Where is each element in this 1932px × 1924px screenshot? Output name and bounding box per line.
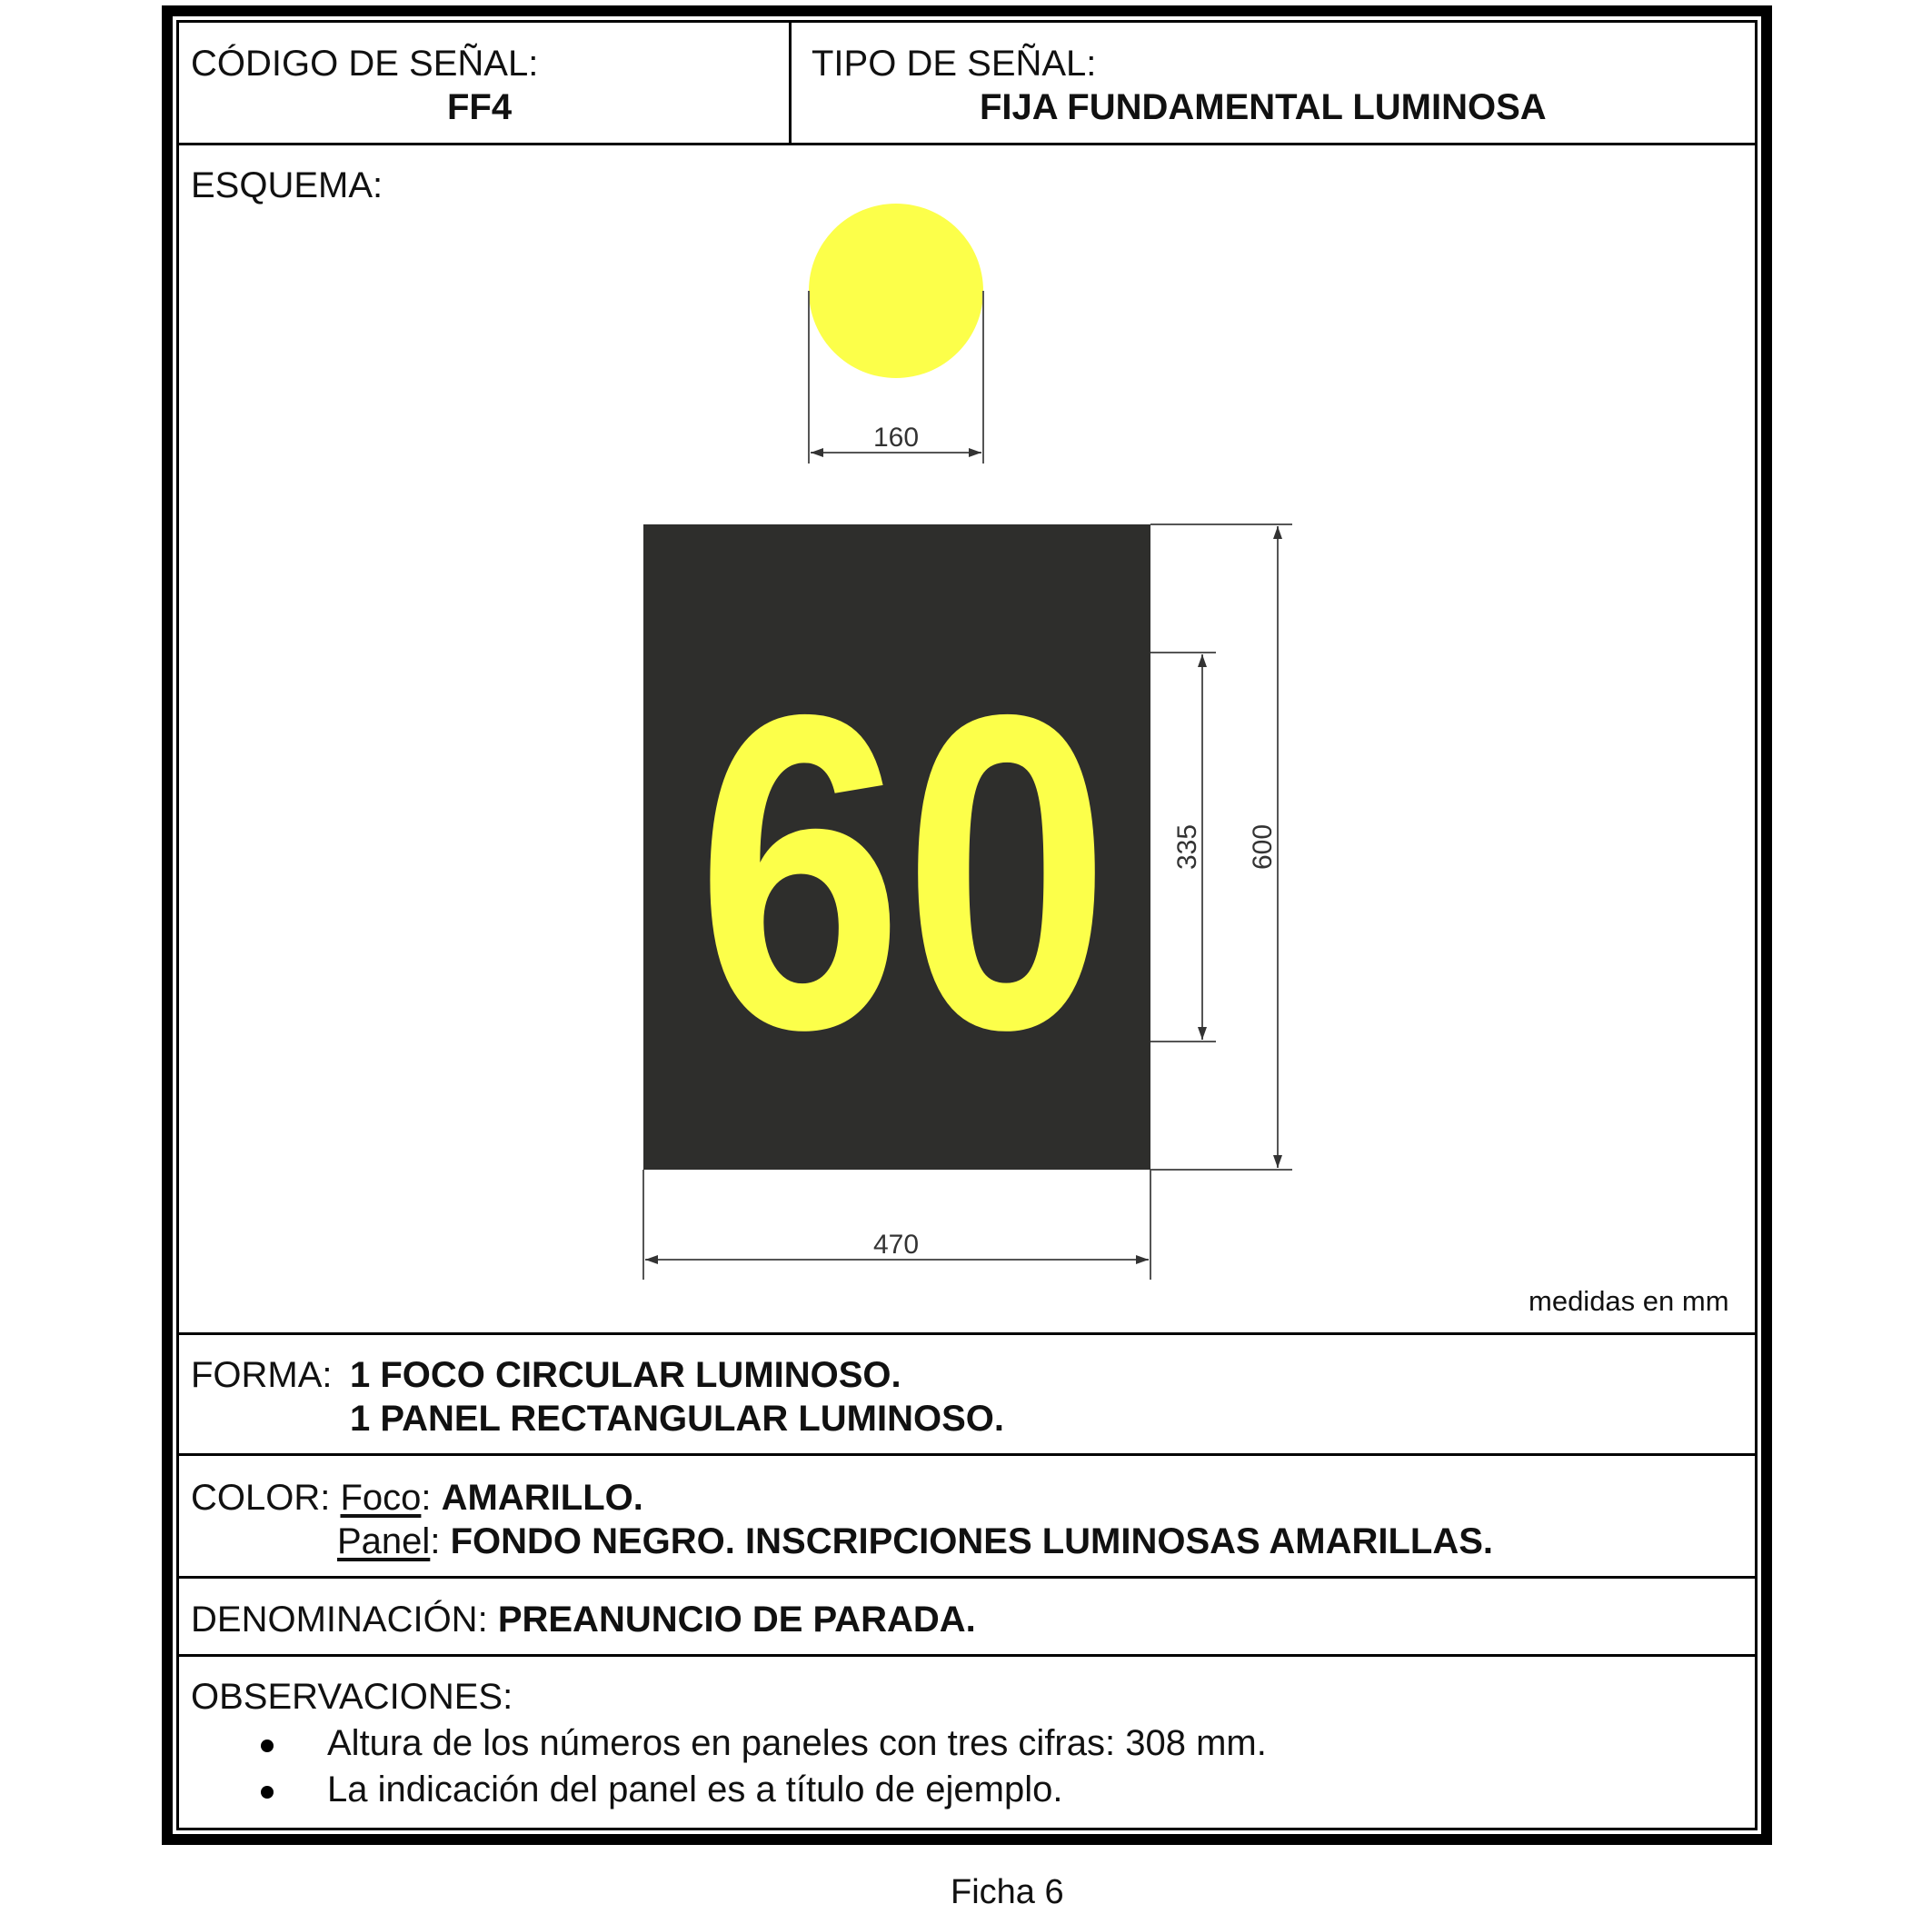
panel-width-dimension [643,1170,1150,1280]
foco-color-value: AMARILLO. [441,1478,643,1518]
forma-label: FORMA: [191,1355,333,1395]
yellow-focus-light [809,204,983,378]
codigo-value: FF4 [447,87,513,127]
forma-line-2: 1 PANEL RECTANGULAR LUMINOSO. [350,1399,1005,1439]
denominacion-label: DENOMINACIÓN: [191,1600,488,1640]
observacion-item-2: La indicación del panel es a título de ejemplo. [327,1769,1063,1809]
panel-width-label: 470 [872,1230,920,1260]
denominacion-row [191,1601,976,1638]
units-note: medidas en mm [1529,1285,1729,1317]
foco-colon: : [421,1478,432,1518]
foco-label: Foco [340,1478,422,1518]
ficha-footer: Ficha 6 [951,1873,1064,1911]
codigo-label: CÓDIGO DE SEÑAL: [191,44,539,84]
forma-line-1: 1 FOCO CIRCULAR LUMINOSO. [350,1355,901,1395]
panel-colon: : [430,1521,441,1561]
panel-color-value: FONDO NEGRO. INSCRIPCIONES LUMINOSAS AMARILLAS. [450,1521,1494,1561]
panel-number: 60 [696,621,1110,1122]
panel-height-label: 600 [1248,823,1278,871]
esquema-label: ESQUEMA: [191,165,383,205]
bullet-icon [261,1740,274,1752]
focus-diameter-label: 160 [872,423,920,453]
color-label: COLOR: [191,1478,331,1518]
denominacion-value: PREANUNCIO DE PARADA. [497,1600,976,1640]
color-row-panel [337,1523,1493,1560]
observacion-item-1: Altura de los números en paneles con tres cifras: 308 mm. [327,1723,1267,1763]
tipo-label: TIPO DE SEÑAL: [812,44,1097,84]
tipo-value: FIJA FUNDAMENTAL LUMINOSA [980,87,1547,127]
bullet-icon [261,1786,274,1799]
digit-height-label: 335 [1172,823,1202,871]
panel-label: Panel [337,1521,431,1561]
observaciones-label: OBSERVACIONES: [191,1677,513,1717]
color-row-foco [191,1480,643,1516]
